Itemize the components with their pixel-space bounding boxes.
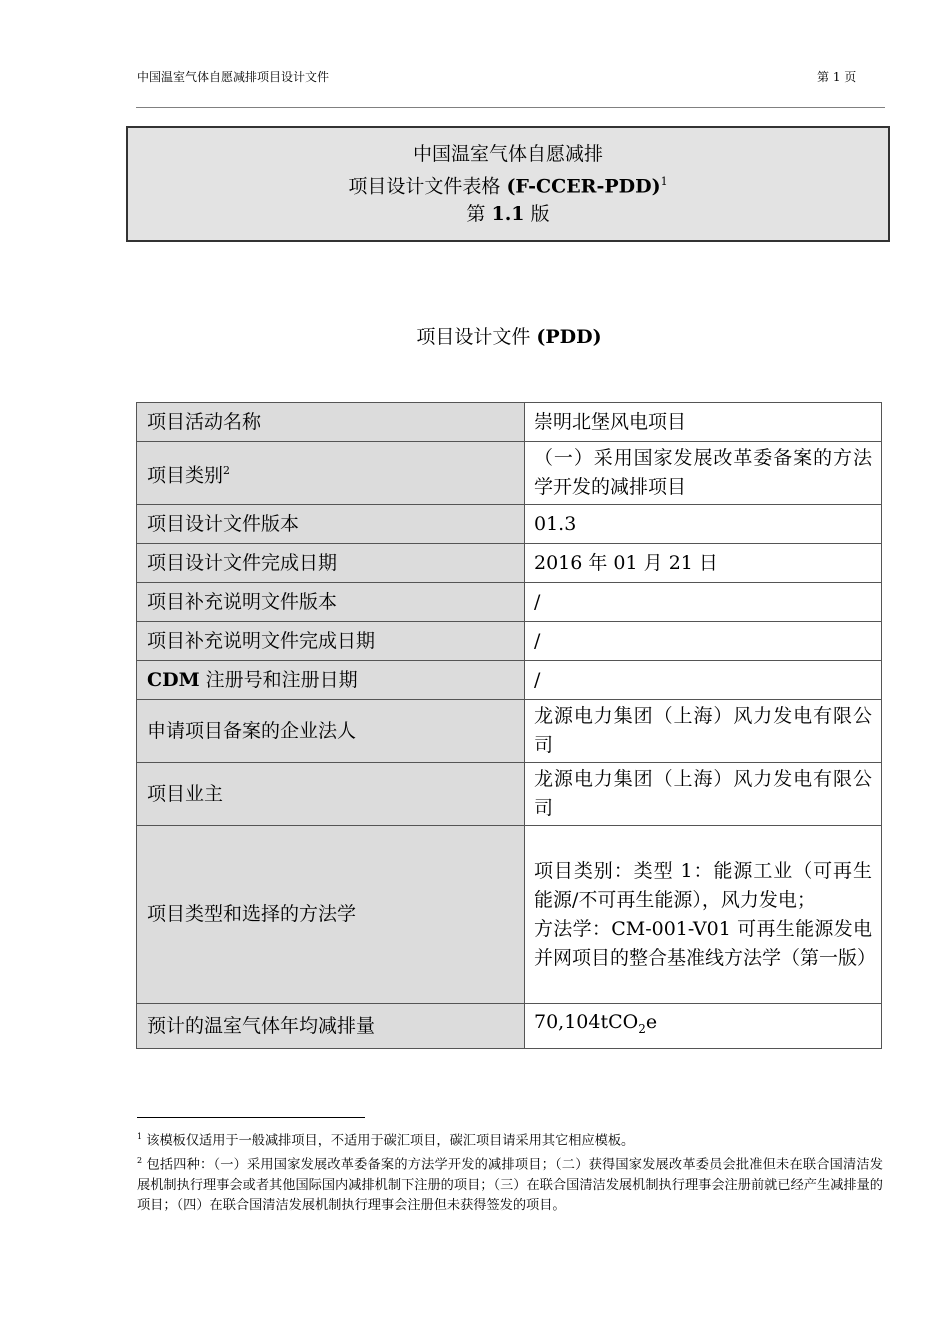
row-label: 项目活动名称 bbox=[137, 403, 525, 442]
emission-subscript: 2 bbox=[638, 1021, 646, 1036]
title-line-2-text: 项目设计文件表格 bbox=[348, 175, 507, 198]
table-row bbox=[137, 505, 882, 544]
row-label: 项目设计文件版本 bbox=[137, 505, 525, 544]
table-row bbox=[137, 622, 882, 661]
row-value: 龙源电力集团（上海）风力发电有限公司 bbox=[525, 700, 882, 763]
table-row bbox=[137, 403, 882, 442]
row-value: / bbox=[525, 622, 882, 661]
row-label bbox=[137, 661, 525, 700]
footnote-2-mark: 2 bbox=[137, 1156, 143, 1166]
form-title-box bbox=[126, 126, 890, 242]
row-value bbox=[525, 1004, 882, 1049]
table-row bbox=[137, 544, 882, 583]
table-row bbox=[137, 700, 882, 763]
form-code: (F-CCER-PDD) bbox=[506, 175, 661, 198]
document-title bbox=[0, 322, 950, 349]
row-value: 龙源电力集团（上海）风力发电有限公司 bbox=[525, 763, 882, 826]
row-value: / bbox=[525, 661, 882, 700]
methodology-text: 方法学：CM-001-V01 可再生能源发电并网项目的整合基准线方法学（第一版） bbox=[534, 917, 877, 969]
row-label: 项目补充说明文件完成日期 bbox=[137, 622, 525, 661]
page-number: 第 1 页 bbox=[817, 70, 857, 84]
emission-value: 70,104tCO bbox=[534, 1011, 639, 1034]
header-divider bbox=[136, 107, 885, 108]
running-header-title: 中国温室气体自愿减排项目设计文件 bbox=[137, 70, 330, 84]
footnote-ref-1: 1 bbox=[660, 174, 668, 188]
table-row bbox=[137, 763, 882, 826]
table-row bbox=[137, 583, 882, 622]
row-label: 项目设计文件完成日期 bbox=[137, 544, 525, 583]
row-label: 项目业主 bbox=[137, 763, 525, 826]
footnote-ref-2: 2 bbox=[223, 463, 231, 477]
version-prefix: 第 bbox=[466, 203, 492, 226]
footnotes bbox=[137, 1127, 883, 1216]
row-label-text: 注册号和注册日期 bbox=[199, 668, 358, 691]
project-info-table bbox=[136, 402, 882, 1049]
document-title-code: (PDD) bbox=[536, 326, 602, 348]
row-value: 崇明北堡风电项目 bbox=[525, 403, 882, 442]
document-title-text: 项目设计文件 bbox=[416, 326, 537, 348]
row-label: 申请项目备案的企业法人 bbox=[137, 700, 525, 763]
row-value: 2016 年 01 月 21 日 bbox=[525, 544, 882, 583]
footnote-2-text: 包括四种：（一）采用国家发展改革委备案的方法学开发的减排项目；（二）获得国家发展改革委员会批准但未在联合国清洁发展机制执行理事会或者其他国际国内减排机制下注册的项目；（三）在联合国清洁发展机制执行理事会注册前就已经产生减排量的项目；（四）在联合国清洁发展机制执行理事会注册但未获得签发的项目。 bbox=[137, 1157, 883, 1213]
footnote-2 bbox=[137, 1151, 883, 1215]
version-suffix: 版 bbox=[524, 203, 550, 226]
row-label: 项目补充说明文件版本 bbox=[137, 583, 525, 622]
footnote-1 bbox=[137, 1127, 883, 1151]
row-value: / bbox=[525, 583, 882, 622]
row-value: 01.3 bbox=[525, 505, 882, 544]
cdm-abbr: CDM bbox=[147, 668, 200, 691]
row-label: 项目类型和选择的方法学 bbox=[137, 826, 525, 1004]
table-row bbox=[137, 826, 882, 1004]
row-label: 预计的温室气体年均减排量 bbox=[137, 1004, 525, 1049]
table-row bbox=[137, 1004, 882, 1049]
version-number: 1.1 bbox=[491, 203, 525, 226]
row-label-text: 项目类别 bbox=[147, 464, 224, 487]
emission-unit-suffix: e bbox=[645, 1011, 658, 1034]
title-line-2 bbox=[348, 168, 667, 200]
table-row bbox=[137, 442, 882, 505]
footnote-separator bbox=[137, 1117, 365, 1118]
row-value: （一）采用国家发展改革委备案的方法学开发的减排项目 bbox=[525, 442, 882, 505]
footnote-1-text: 该模板仅适用于一般减排项目，不适用于碳汇项目，碳汇项目请采用其它相应模板。 bbox=[142, 1133, 635, 1149]
title-line-3 bbox=[466, 200, 549, 228]
table-row bbox=[137, 661, 882, 700]
title-line-1: 中国温室气体自愿减排 bbox=[412, 142, 603, 165]
row-value bbox=[525, 826, 882, 1004]
row-label bbox=[137, 442, 525, 505]
project-category-text: 项目类别：类型 1：能源工业（可再生能源/不可再生能源），风力发电； bbox=[534, 859, 872, 911]
footnote-1-mark: 1 bbox=[137, 1132, 143, 1141]
